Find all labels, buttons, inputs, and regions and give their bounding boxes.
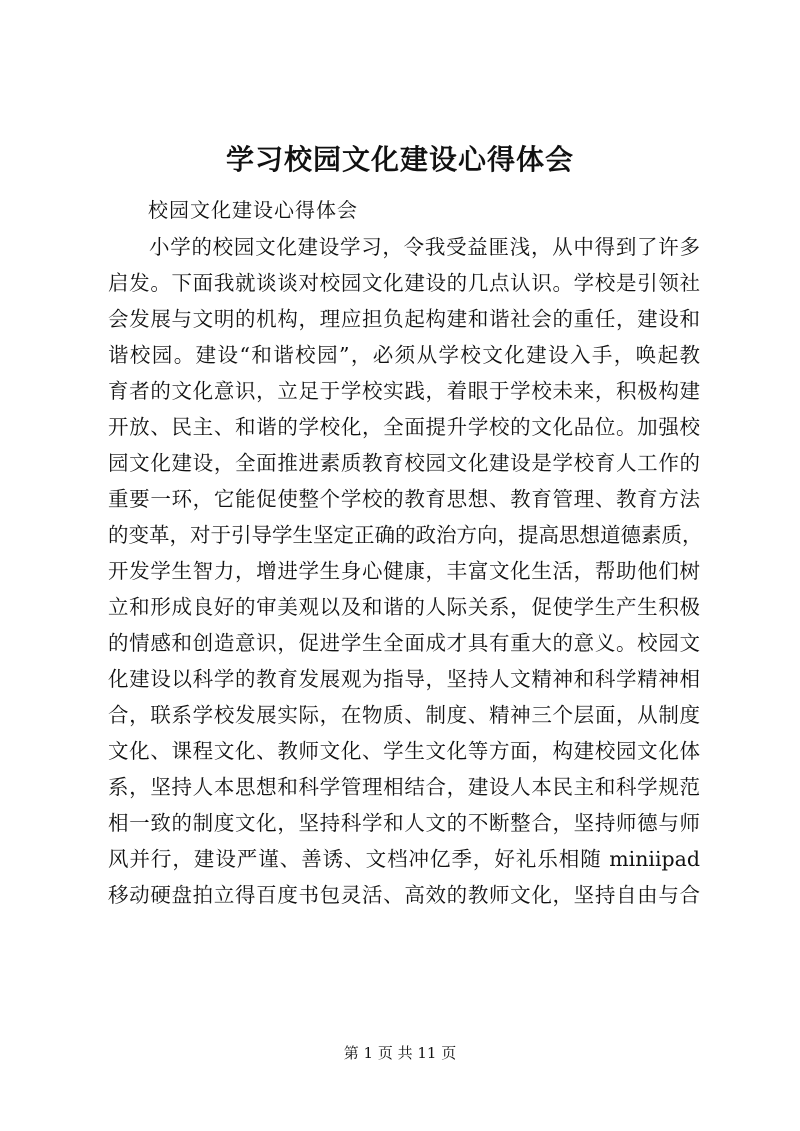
body-line: 小学的校园文化建设学习，令我受益匪浅，从中得到了许多 xyxy=(149,235,700,259)
body-line: 园文化建设，全面推进素质教育校园文化建设是学校育人工作的 xyxy=(108,451,700,475)
body-line: 重要一环，它能促使整个学校的教育思想、教育管理、教育方法 xyxy=(108,487,700,511)
body-line: 谐校园。建设“和谐校园”，必须从学校文化建设入手，唤起教 xyxy=(108,343,700,367)
body-line: 开发学生智力，增进学生身心健康，丰富文化生活，帮助他们树 xyxy=(108,559,700,583)
body-line: 育者的文化意识，立足于学校实践，着眼于学校未来，积极构建 xyxy=(108,379,700,403)
body-line: 立和形成良好的审美观以及和谐的人际关系，促使学生产生积极 xyxy=(108,595,700,619)
body-line: 的情感和创造意识，促进学生全面成才具有重大的意义。校园文 xyxy=(108,631,700,655)
body-line: 系，坚持人本思想和科学管理相结合，建设人本民主和科学规范 xyxy=(108,775,700,799)
body-line: 会发展与文明的机构，理应担负起构建和谐社会的重任，建设和 xyxy=(108,307,700,331)
body-line: 文化、课程文化、教师文化、学生文化等方面，构建校园文化体 xyxy=(108,739,700,763)
document-title: 学习校园文化建设心得体会 xyxy=(225,143,574,176)
body-line: 化建设以科学的教育发展观为指导，坚持人文精神和科学精神相 xyxy=(108,667,700,691)
document-subtitle: 校园文化建设心得体会 xyxy=(148,198,358,222)
body-line: 移动硬盘拍立得百度书包灵活、高效的教师文化，坚持自由与合 xyxy=(108,883,700,907)
body-line: 开放、民主、和谐的学校化，全面提升学校的文化品位。加强校 xyxy=(108,415,700,439)
body-line: 风并行，建设严谨、善诱、文档冲亿季，好礼乐相随 miniipad xyxy=(108,847,700,871)
body-line: 的变革，对于引导学生坚定正确的政治方向，提高思想道德素质， xyxy=(108,523,703,547)
body-line: 相一致的制度文化，坚持科学和人文的不断整合，坚持师德与师 xyxy=(108,811,700,835)
body-line: 合，联系学校发展实际，在物质、制度、精神三个层面，从制度 xyxy=(108,703,700,727)
page-footer: 第 1 页 共 11 页 xyxy=(343,1044,457,1062)
document-body xyxy=(108,229,703,913)
body-line: 启发。下面我就谈谈对校园文化建设的几点认识。学校是引领社 xyxy=(108,271,700,295)
